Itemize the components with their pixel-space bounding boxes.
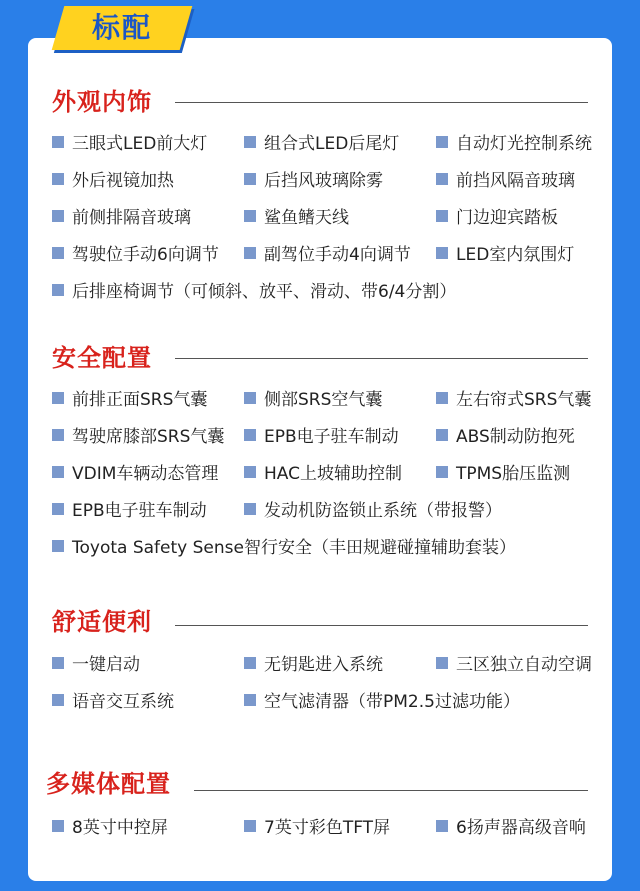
bullet-icon (244, 392, 256, 404)
section-divider (194, 790, 588, 791)
list-item: 前侧排隔音玻璃 (52, 205, 191, 231)
bullet-icon (52, 284, 64, 296)
bullet-icon (436, 657, 448, 669)
list-item: EPB电子驻车制动 (244, 424, 399, 450)
bullet-icon (52, 540, 64, 552)
bullet-icon (244, 657, 256, 669)
list-item: 外后视镜加热 (52, 168, 174, 194)
list-item: 语音交互系统 (52, 689, 174, 715)
list-item: 无钥匙进入系统 (244, 652, 383, 678)
bullet-icon (52, 173, 64, 185)
bullet-icon (436, 247, 448, 259)
bullet-icon (244, 247, 256, 259)
config-card (28, 38, 612, 881)
bullet-icon (52, 820, 64, 832)
list-item: 自动灯光控制系统 (436, 131, 592, 157)
list-item: 8英寸中控屏 (52, 815, 168, 841)
bullet-icon (244, 466, 256, 478)
bullet-icon (436, 820, 448, 832)
list-item: HAC上坡辅助控制 (244, 461, 402, 487)
section-divider (175, 102, 588, 103)
list-item: 左右帘式SRS气囊 (436, 387, 591, 413)
list-item: 副驾位手动4向调节 (244, 242, 411, 268)
bullet-icon (436, 173, 448, 185)
list-item: 组合式LED后尾灯 (244, 131, 399, 157)
list-item: 空气滤清器（带PM2.5过滤功能） (244, 689, 520, 715)
bullet-icon (436, 429, 448, 441)
list-item: 驾驶位手动6向调节 (52, 242, 219, 268)
list-item: 前排正面SRS气囊 (52, 387, 207, 413)
section-title: 舒适便利 (52, 608, 152, 636)
bullet-icon (436, 136, 448, 148)
bullet-icon (244, 173, 256, 185)
bullet-icon (436, 210, 448, 222)
bullet-icon (52, 136, 64, 148)
bullet-icon (52, 694, 64, 706)
list-item: 一键启动 (52, 652, 140, 678)
list-item: VDIM车辆动态管理 (52, 461, 218, 487)
list-item: 发动机防盗锁止系统（带报警） (244, 498, 502, 524)
list-item: LED室内氛围灯 (436, 242, 574, 268)
bullet-icon (52, 247, 64, 259)
bullet-icon (244, 136, 256, 148)
section-divider (175, 358, 588, 359)
bullet-icon (244, 820, 256, 832)
bullet-icon (52, 392, 64, 404)
bullet-icon (436, 392, 448, 404)
list-item: 后挡风玻璃除雾 (244, 168, 383, 194)
list-item: 前挡风隔音玻璃 (436, 168, 575, 194)
list-item: 后排座椅调节（可倾斜、放平、滑动、带6/4分割） (52, 279, 456, 305)
bullet-icon (52, 210, 64, 222)
section-divider (175, 625, 588, 626)
list-item: 门边迎宾踏板 (436, 205, 558, 231)
bullet-icon (244, 429, 256, 441)
list-item: 三眼式LED前大灯 (52, 131, 207, 157)
list-item: 7英寸彩色TFT屏 (244, 815, 390, 841)
bullet-icon (52, 657, 64, 669)
header-title: 标配 (91, 11, 152, 44)
list-item: ABS制动防抱死 (436, 424, 575, 450)
bullet-icon (52, 429, 64, 441)
list-item: Toyota Safety Sense智行安全（丰田规避碰撞辅助套装） (52, 535, 516, 561)
list-item: 侧部SRS空气囊 (244, 387, 382, 413)
bullet-icon (244, 694, 256, 706)
section-title: 安全配置 (52, 344, 152, 372)
list-item: TPMS胎压监测 (436, 461, 570, 487)
section-title: 外观内饰 (52, 88, 152, 116)
bullet-icon (52, 466, 64, 478)
list-item: 三区独立自动空调 (436, 652, 592, 678)
bullet-icon (436, 466, 448, 478)
list-item: EPB电子驻车制动 (52, 498, 207, 524)
section-title: 多媒体配置 (46, 770, 171, 798)
bullet-icon (244, 210, 256, 222)
list-item: 鲨鱼鳍天线 (244, 205, 349, 231)
bullet-icon (52, 503, 64, 515)
bullet-icon (244, 503, 256, 515)
list-item: 驾驶席膝部SRS气囊 (52, 424, 224, 450)
list-item: 6扬声器高级音响 (436, 815, 586, 841)
